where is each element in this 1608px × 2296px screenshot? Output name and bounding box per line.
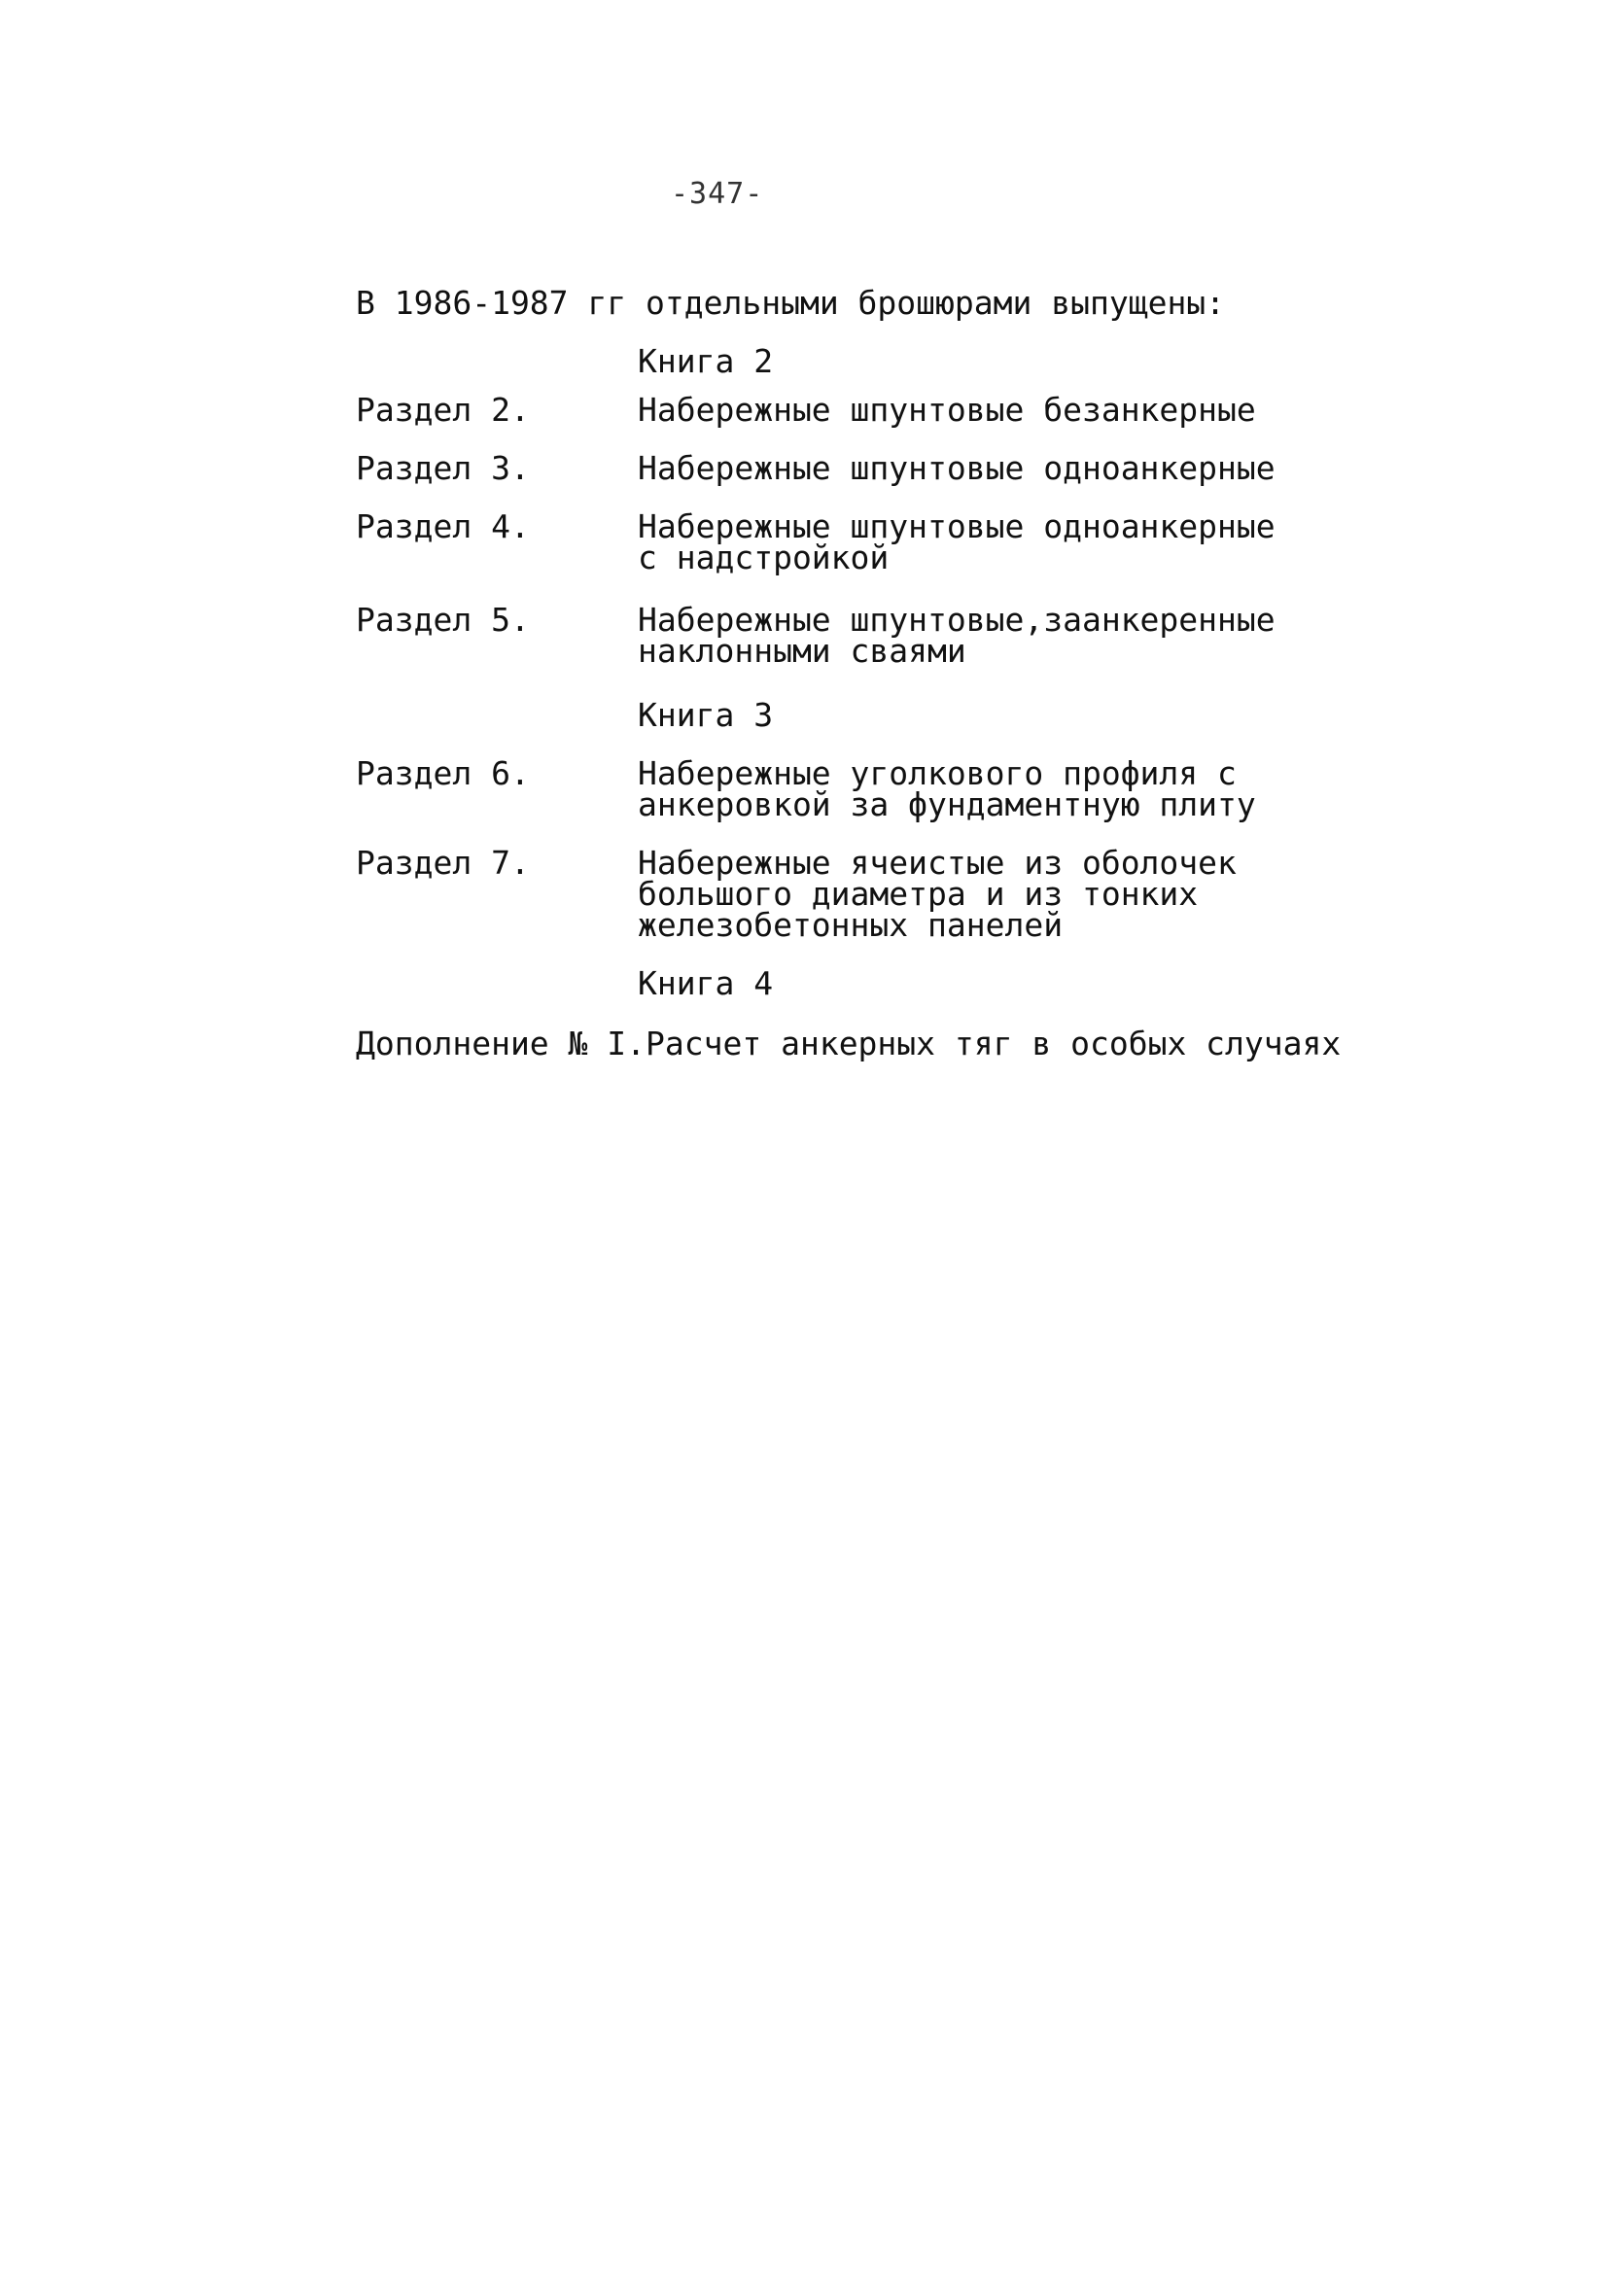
description-line: наклонными сваями [638, 632, 966, 670]
book-title: Книга 4 [638, 964, 774, 1002]
description-line: Набережные шпунтовые,заанкеренные [638, 601, 1276, 639]
book-title: Книга 2 [638, 342, 774, 380]
description-line: большого диаметра и из тонких [638, 875, 1199, 913]
section-label: Раздел 3. [356, 449, 530, 487]
description-line: Набережные уголкового профиля с [638, 754, 1237, 792]
section-label: Раздел 6. [356, 754, 530, 792]
description-line: Набережные шпунтовые одноанкерные [638, 449, 1276, 487]
section-label: Раздел 2. [356, 391, 530, 429]
appendix-line: Дополнение № I.Расчет анкерных тяг в особых случаях [356, 1025, 1342, 1062]
section-description [638, 844, 1318, 944]
section-label: Раздел 5. [356, 601, 530, 639]
section-description [638, 449, 1318, 487]
section-description [638, 754, 1318, 823]
description-line: Набережные шпунтовые одноанкерные [638, 507, 1276, 545]
section-description [638, 391, 1318, 429]
description-line: с надстройкой [638, 539, 890, 576]
section-description [638, 507, 1318, 576]
section-label: Раздел 4. [356, 507, 530, 545]
description-line: Набережные ячеистые из оболочек [638, 844, 1237, 882]
description-line: анкеровкой за фундаментную плиту [638, 785, 1256, 823]
description-line: железобетонных панелей [638, 906, 1064, 944]
description-line: Набережные шпунтовые безанкерные [638, 391, 1256, 429]
section-label: Раздел 7. [356, 844, 530, 882]
page-number: -347- [671, 177, 764, 211]
section-description [638, 601, 1318, 670]
book-title: Книга 3 [638, 696, 774, 734]
intro-line: В 1986-1987 гг отдельными брошюрами выпущены: [356, 284, 1226, 322]
